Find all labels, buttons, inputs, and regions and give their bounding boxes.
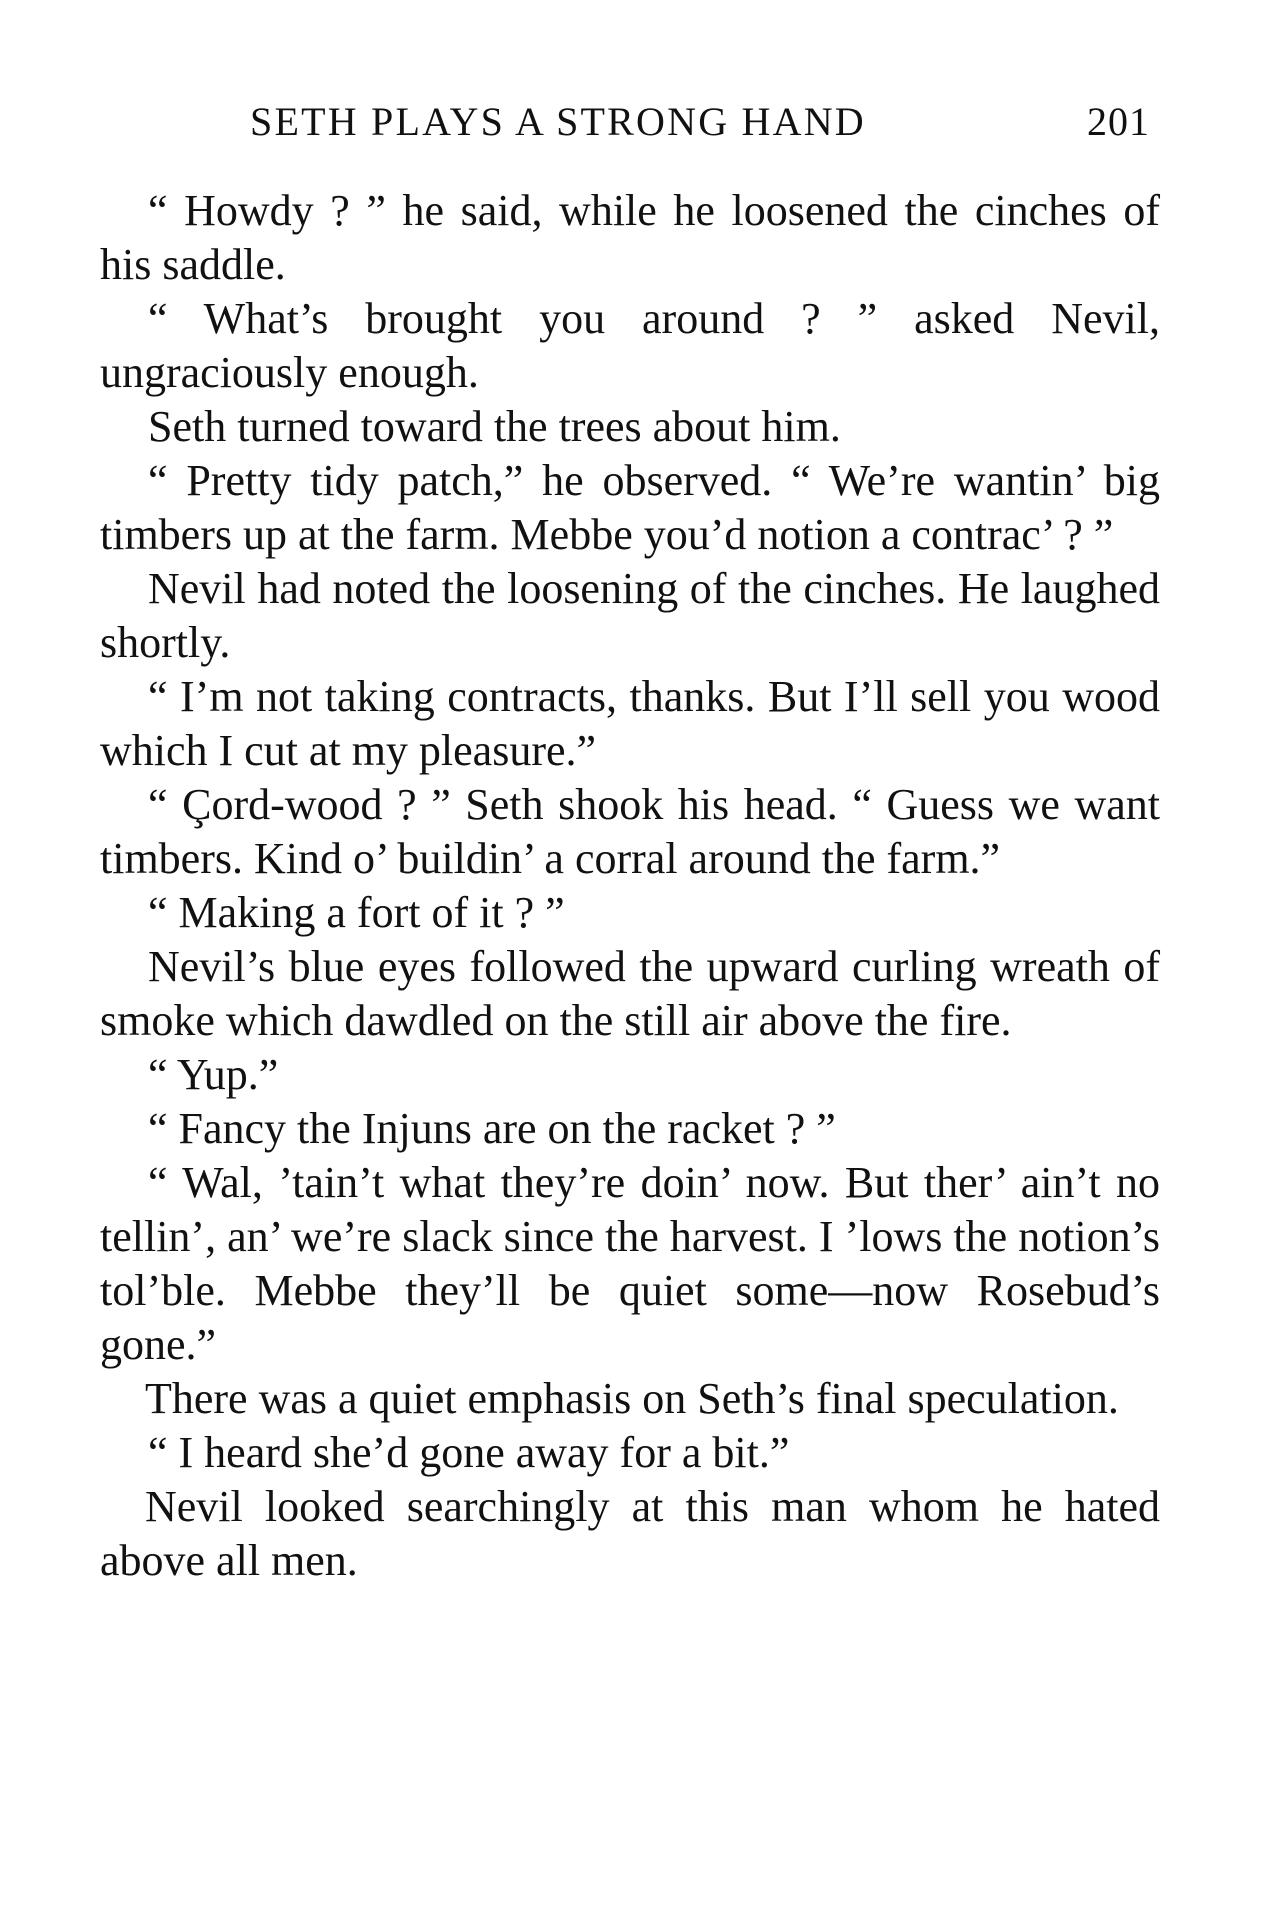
paragraph: Nevil had noted the loosening of the cinches. He laughed shortly. <box>100 564 1160 667</box>
running-head <box>250 98 1150 148</box>
paragraph: “ I’m not taking contracts, thanks. But I’ll sell you wood which I cut at my pleasure.” <box>100 672 1160 775</box>
paragraph: “ Çord-wood ? ” Seth shook his head. “ Guess we want timbers. Kind o’ buildin’ a corral around the farm.” <box>100 780 1160 883</box>
paragraph: “ Yup.” <box>148 1050 279 1099</box>
paragraph: Nevil’s blue eyes followed the upward curling wreath of smoke which dawdled on the still air above the fire. <box>100 942 1160 1045</box>
body-text <box>100 184 1160 1588</box>
paragraph: “ Howdy ? ” he said, while he loosened the cinches of his saddle. <box>100 186 1160 289</box>
page-number: 201 <box>1087 99 1150 144</box>
paragraph: “ What’s brought you around ? ” asked Nevil, ungraciously enough. <box>100 294 1160 397</box>
chapter-running-title: SETH PLAYS A STRONG HAND <box>250 99 866 144</box>
paragraph: “ Wal, ’tain’t what they’re doin’ now. But ther’ ain’t no tellin’, an’ we’re slack since the harvest. I ’lows the notion’s tol’ble. Mebbe they’ll be quiet some—now Rosebud’s gone.” <box>100 1158 1160 1369</box>
paragraph: Seth turned toward the trees about him. <box>148 402 841 451</box>
paragraph: “ I heard she’d gone away for a bit.” <box>148 1428 790 1477</box>
paragraph: “ Making a fort of it ? ” <box>148 888 565 937</box>
paragraph: There was a quiet emphasis on Seth’s final speculation. <box>145 1374 1119 1423</box>
paragraph: Nevil looked searchingly at this man whom he hated above all men. <box>100 1482 1160 1585</box>
paragraph: “ Fancy the Injuns are on the racket ? ” <box>148 1104 836 1153</box>
paragraph: “ Pretty tidy patch,” he observed. “ We’re wantin’ big timbers up at the farm. Mebbe you’d notion a contrac’ ? ” <box>100 456 1160 559</box>
